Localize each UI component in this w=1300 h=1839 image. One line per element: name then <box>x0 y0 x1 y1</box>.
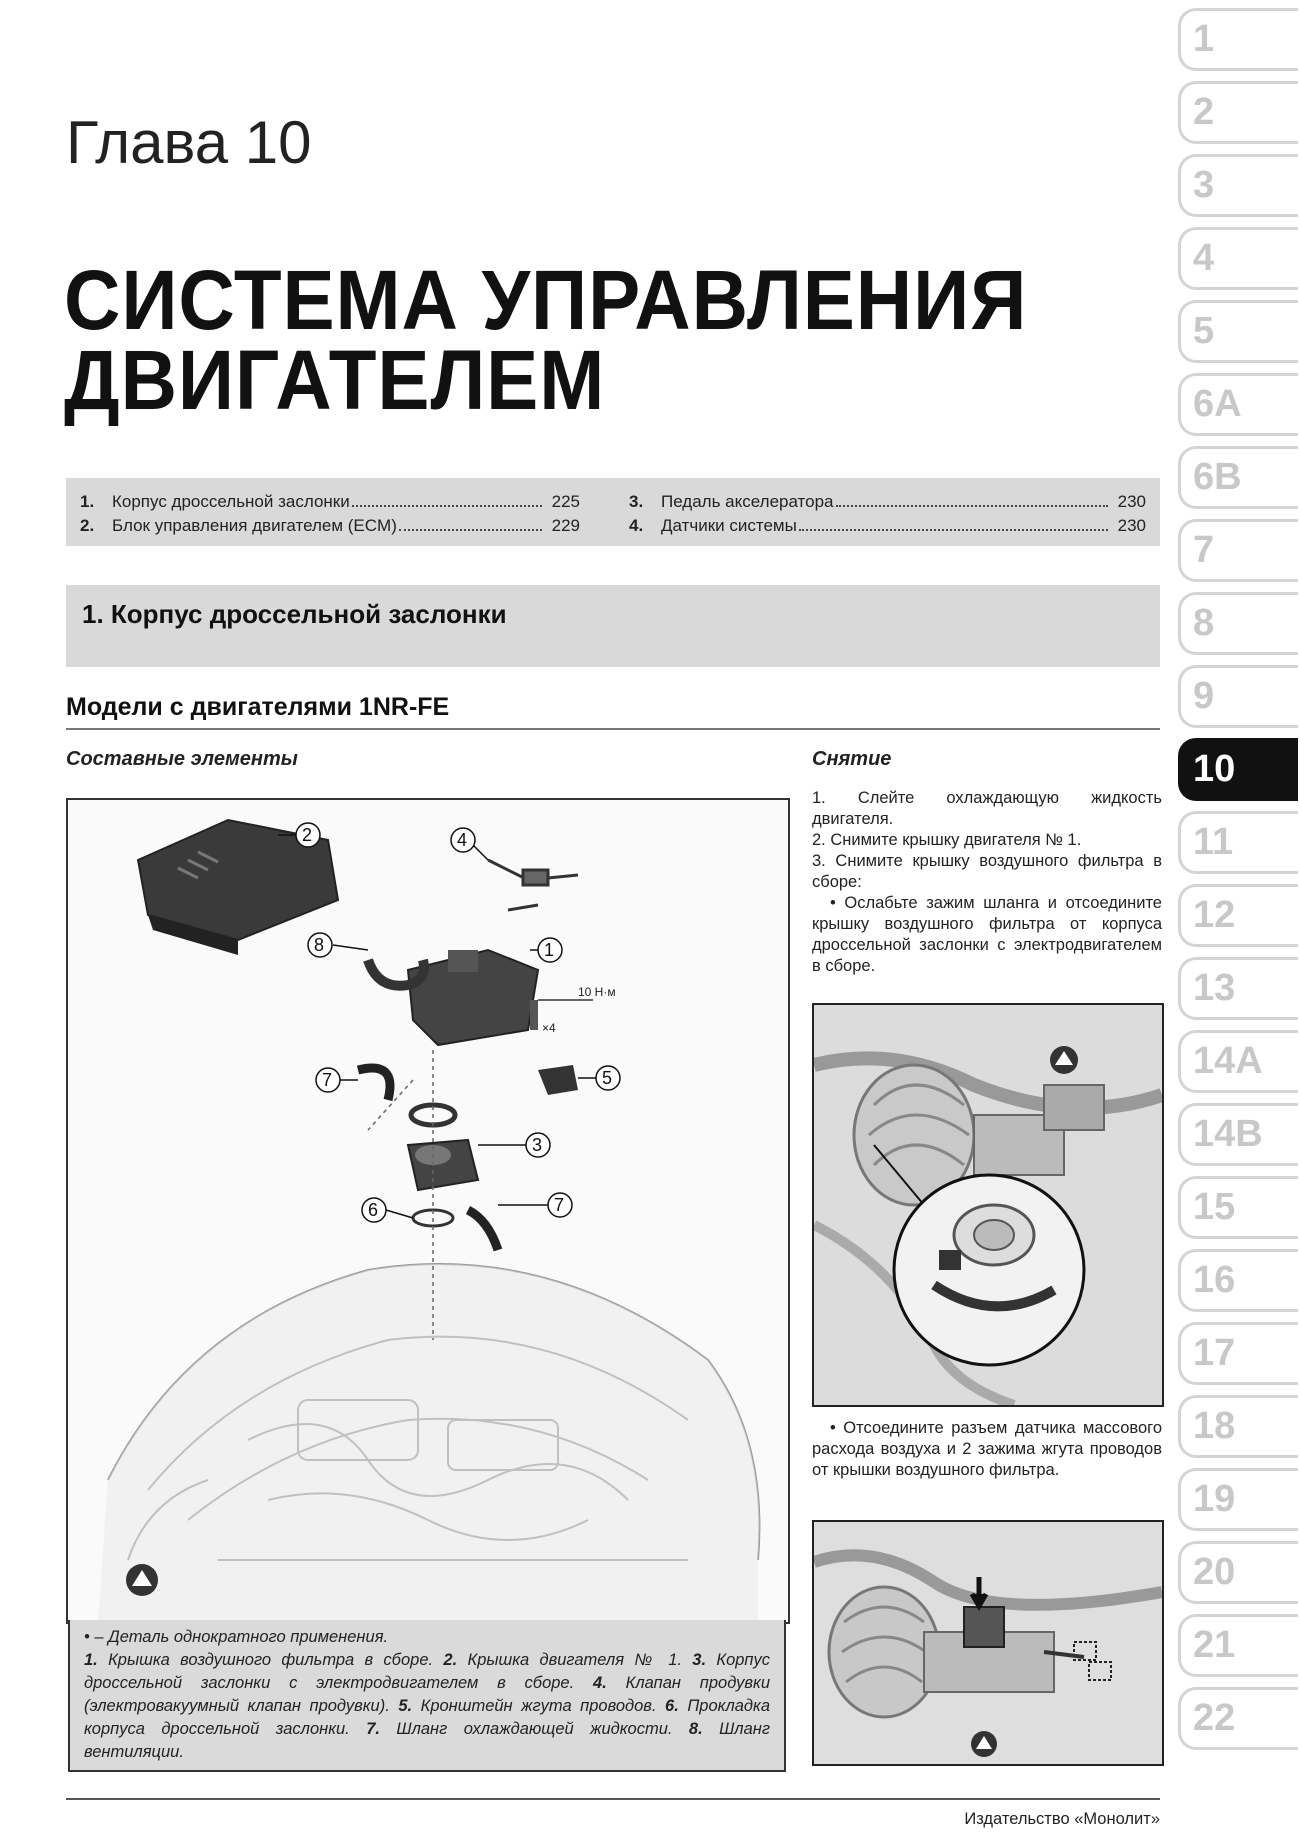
chapter-tab[interactable]: 19 <box>1178 1468 1298 1531</box>
callout-7 <box>316 1068 358 1092</box>
callout-1 <box>530 938 562 962</box>
page-title-line-2: ДВИГАТЕЛЕМ <box>64 333 606 427</box>
chapter-tab[interactable]: 5 <box>1178 300 1298 363</box>
throttle-body-part <box>408 1140 478 1190</box>
toc-label: Блок управления двигателем (ECM) <box>112 516 397 535</box>
diagram-drawing <box>68 800 788 1622</box>
front-direction-icon <box>971 1731 997 1757</box>
callout-7 <box>498 1193 572 1217</box>
coolant-hose-part <box>358 1068 390 1100</box>
toc-entry[interactable] <box>629 490 1146 514</box>
chapter-tab[interactable]: 9 <box>1178 665 1298 728</box>
toc-label: Датчики системы <box>661 516 797 535</box>
toc-num: 3. <box>629 492 644 511</box>
models-heading: Модели с двигателями 1NR-FE <box>66 693 450 721</box>
purge-valve-part <box>488 860 578 910</box>
step-3-bullet-2: • Отсоедините разъем датчика массового расхода воздуха и 2 зажима жгута проводов от крышки воздушного фильтра. <box>812 1419 1162 1479</box>
toc-num: 4. <box>629 516 644 535</box>
toc-page: 230 <box>1117 516 1146 535</box>
chapter-tab[interactable]: 18 <box>1178 1395 1298 1458</box>
svg-text:7: 7 <box>322 1070 333 1090</box>
step-3: 3. Снимите крышку воздушного фильтра в сборе: <box>812 852 1162 891</box>
chapter-tab[interactable]: 11 <box>1178 811 1298 874</box>
toc-page: 225 <box>551 492 580 511</box>
footer-divider <box>66 1798 1160 1800</box>
svg-text:5: 5 <box>602 1068 613 1088</box>
callout-8 <box>308 933 368 957</box>
toc-leader <box>399 514 542 531</box>
chapter-tab[interactable]: 3 <box>1178 154 1298 217</box>
divider <box>66 728 1160 730</box>
chapter-tab[interactable]: 16 <box>1178 1249 1298 1312</box>
toc-entry[interactable] <box>629 514 1146 538</box>
toc-page: 229 <box>551 516 580 535</box>
chapter-tab-active[interactable]: 10 <box>1178 738 1298 801</box>
section-header <box>66 585 1160 667</box>
toc-leader <box>836 490 1108 507</box>
svg-text:7: 7 <box>554 1195 565 1215</box>
callout-5 <box>578 1066 620 1090</box>
exploded-diagram <box>66 798 790 1624</box>
caption-items: 1. Крышка воздушного фильтра в сборе. 2. Крышка двигателя № 1. 3. Корпус дроссельной заслонки с электродвигателем в сборе. 4. Клапан продувки (электровакуумный клапан продувки). 5. Кронштейн жгута проводов. 6. Прокладка корпуса дроссельной заслонки. 7. Шланг охлаждающей жидкости. 8. Шланг вентиляции. <box>84 1651 771 1761</box>
callout-6 <box>362 1198 413 1222</box>
removal-steps <box>812 788 1162 977</box>
svg-text:3: 3 <box>532 1135 543 1155</box>
chapter-tab[interactable]: 2 <box>1178 81 1298 144</box>
removal-heading: Снятие <box>812 748 892 770</box>
chapter-tab[interactable]: 7 <box>1178 519 1298 582</box>
chapter-tab[interactable]: 6B <box>1178 446 1298 509</box>
step-3-bullet-1: • Ослабьте зажим шланга и отсоедините крышку воздушного фильтра от корпуса дроссельной заслонки с электродвигателем в сборе. <box>812 894 1162 975</box>
section-title: 1. Корпус дроссельной заслонки <box>82 599 507 629</box>
chapter-label: Глава 10 <box>66 109 312 176</box>
svg-text:4: 4 <box>457 830 468 850</box>
chapter-tab[interactable]: 20 <box>1178 1541 1298 1604</box>
torque-label: 10 Н·м <box>578 985 616 999</box>
chapter-tab[interactable]: 15 <box>1178 1176 1298 1239</box>
svg-text:1: 1 <box>544 940 555 960</box>
chapter-tab[interactable]: 4 <box>1178 227 1298 290</box>
components-heading: Составные элементы <box>66 748 298 770</box>
front-direction-icon <box>126 1564 158 1596</box>
chapter-tab[interactable]: 14B <box>1178 1103 1298 1166</box>
diagram-caption <box>68 1620 786 1772</box>
toc-leader <box>799 514 1108 531</box>
svg-text:6: 6 <box>368 1200 379 1220</box>
toc-page: 230 <box>1117 492 1146 511</box>
caption-note: • – Деталь однократного применения. <box>84 1628 389 1646</box>
chapter-tab[interactable]: 13 <box>1178 957 1298 1020</box>
chapter-tabs <box>1178 8 1300 1760</box>
coolant-hose-part <box>468 1210 498 1250</box>
toc-label: Корпус дроссельной заслонки <box>112 492 350 511</box>
page-title-line-1: СИСТЕМА УПРАВЛЕНИЯ <box>64 253 1028 347</box>
photo-air-filter-clamp <box>812 1003 1164 1407</box>
svg-text:8: 8 <box>314 935 325 955</box>
chapter-tab[interactable]: 8 <box>1178 592 1298 655</box>
callout-3 <box>478 1133 550 1157</box>
toc-label: Педаль акселератора <box>661 492 834 511</box>
front-direction-icon <box>1050 1046 1078 1074</box>
photo-maf-connector <box>812 1520 1164 1766</box>
callout-4 <box>451 828 488 860</box>
chapter-tab[interactable]: 6A <box>1178 373 1298 436</box>
chapter-tab[interactable]: 22 <box>1178 1687 1298 1750</box>
bolt-part <box>530 1000 593 1030</box>
chapter-tab[interactable]: 14A <box>1178 1030 1298 1093</box>
chapter-tab[interactable]: 12 <box>1178 884 1298 947</box>
harness-bracket-part <box>538 1065 578 1095</box>
air-filter-cover-part <box>368 950 538 1045</box>
toc-num: 1. <box>80 492 95 511</box>
chapter-tab[interactable]: 17 <box>1178 1322 1298 1385</box>
chapter-tab[interactable]: 1 <box>1178 8 1298 71</box>
bolt-count-label: ×4 <box>542 1021 556 1035</box>
toc-num: 2. <box>80 516 95 535</box>
table-of-contents <box>66 478 1160 546</box>
toc-leader <box>352 490 542 507</box>
step-1: 1. Слейте охлаждающую жидкость двигателя. <box>812 789 1162 828</box>
toc-entry[interactable] <box>80 514 580 538</box>
toc-entry[interactable] <box>80 490 580 514</box>
step-2: 2. Снимите крышку двигателя № 1. <box>812 831 1082 849</box>
svg-text:2: 2 <box>302 825 313 845</box>
publisher-label: Издательство «Монолит» <box>964 1810 1160 1828</box>
chapter-tab[interactable]: 21 <box>1178 1614 1298 1677</box>
